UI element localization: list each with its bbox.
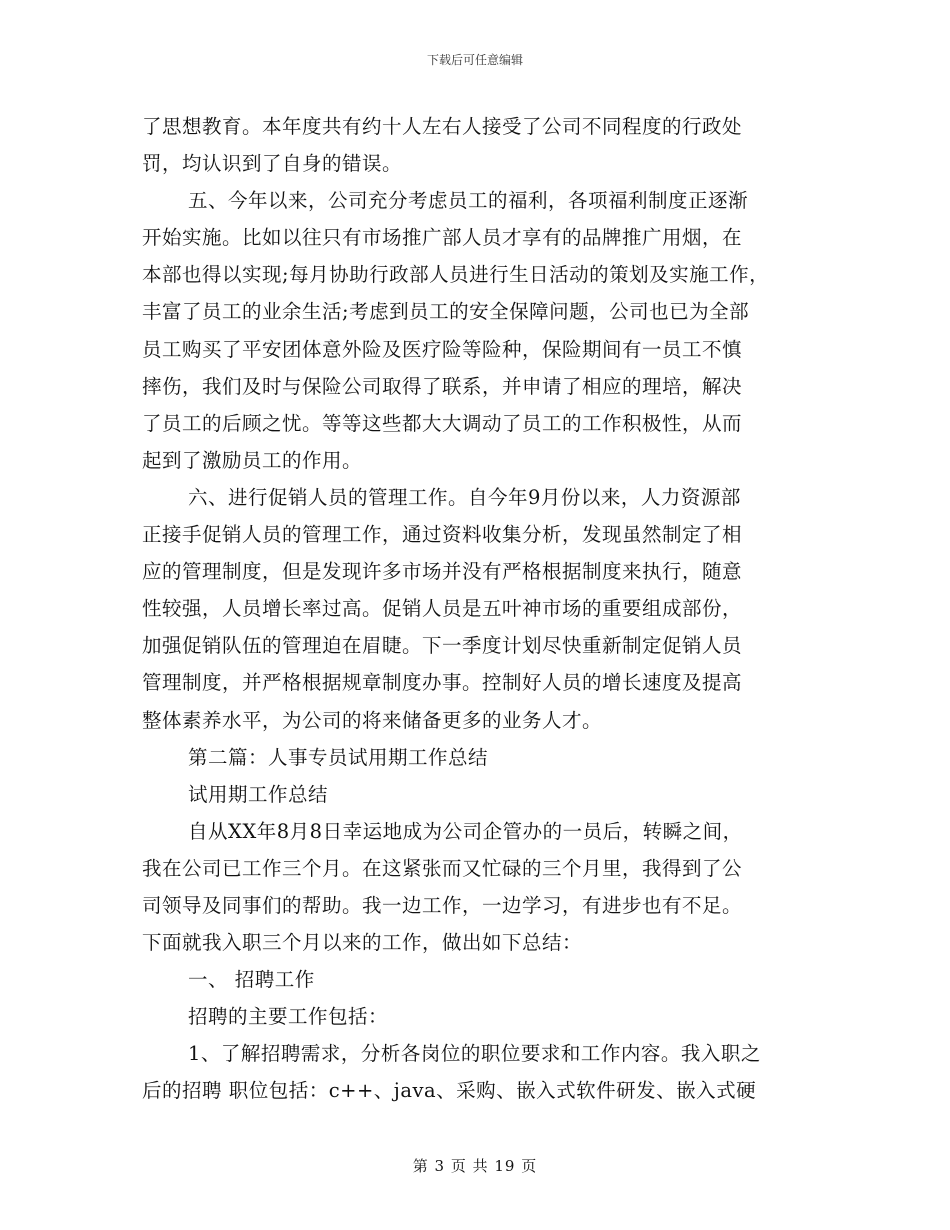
text-line: 下面就我入职三个月以来的工作，做出如下总结： [142, 931, 583, 955]
text-line: 管理制度，并严格根据规章制度办事。控制好人员的增长速度及提高 [142, 671, 743, 695]
page-number: 第 3 页 共 19 页 [412, 1157, 538, 1175]
text-line: 加强促销队伍的管理迫在眉睫。下一季度计划尽快重新制定促销人员 [142, 634, 743, 658]
text-line: 自从XX年8月8日幸运地成为公司企管办的一员后，转瞬之间， [188, 819, 743, 843]
text-line: 应的管理制度，但是发现许多市场并没有严格根据制度来执行，随意 [142, 560, 743, 584]
text-line: 了思想教育。本年度共有约十人左右人接受了公司不同程度的行政处 [142, 115, 743, 138]
section-heading: 第二篇：人事专员试用期工作总结 [188, 745, 489, 769]
text-line: 性较强，人员增长率过高。促销人员是五叶神市场的重要组成部份， [142, 597, 743, 621]
text-line: 我在公司已工作三个月。在这紧张而又忙碌的三个月里，我得到了公 [142, 856, 743, 880]
document-body [142, 108, 822, 1110]
text-line: 本部也得以实现;每月协助行政部人员进行生日活动的策划及实施工作， [142, 263, 770, 287]
text-line: 招聘的主要工作包括： [188, 1005, 389, 1029]
text-line: 开始实施。比如以往只有市场推广部人员才享有的品牌推广用烟，在 [142, 226, 743, 250]
text-line: 起到了激励员工的作用。 [142, 448, 363, 472]
text-line: 整体素养水平，为公司的将来储备更多的业务人才。 [142, 708, 603, 732]
text-line: 正接手促销人员的管理工作，通过资料收集分析，发现虽然制定了相 [142, 523, 743, 547]
text-line: 五、今年以来，公司充分考虑员工的福利，各项福利制度正逐渐 [188, 189, 749, 213]
text-line: 六、进行促销人员的管理工作。自今年9月份以来，人力资源部 [188, 485, 741, 509]
text-line: 员工购买了平安团体意外险及医疗险等险种，保险期间有一员工不慎 [142, 337, 743, 361]
text-line: 1、了解招聘需求，分析各岗位的职位要求和工作内容。我入职之 [188, 1042, 761, 1066]
text-line: 罚，均认识到了自身的错误。 [142, 152, 403, 176]
subsection-heading: 试用期工作总结 [188, 782, 329, 806]
text-line: 摔伤，我们及时与保险公司取得了联系，并申请了相应的理培，解决 [142, 374, 743, 398]
text-line: 丰富了员工的业余生活;考虑到员工的安全保障问题，公司也已为全部 [142, 300, 750, 324]
page-header-note: 下载后可任意编辑 [426, 53, 523, 67]
list-heading: 一、 招聘工作 [188, 968, 315, 992]
text-line: 了员工的后顾之忧。等等这些都大大调动了员工的工作积极性，从而 [142, 411, 743, 435]
text-line: 后的招聘 职位包括：c++、java、采购、嵌入式软件研发、嵌入式硬 [142, 1079, 757, 1103]
text-line: 司领导及同事们的帮助。我一边工作，一边学习，有进步也有不足。 [142, 893, 743, 917]
